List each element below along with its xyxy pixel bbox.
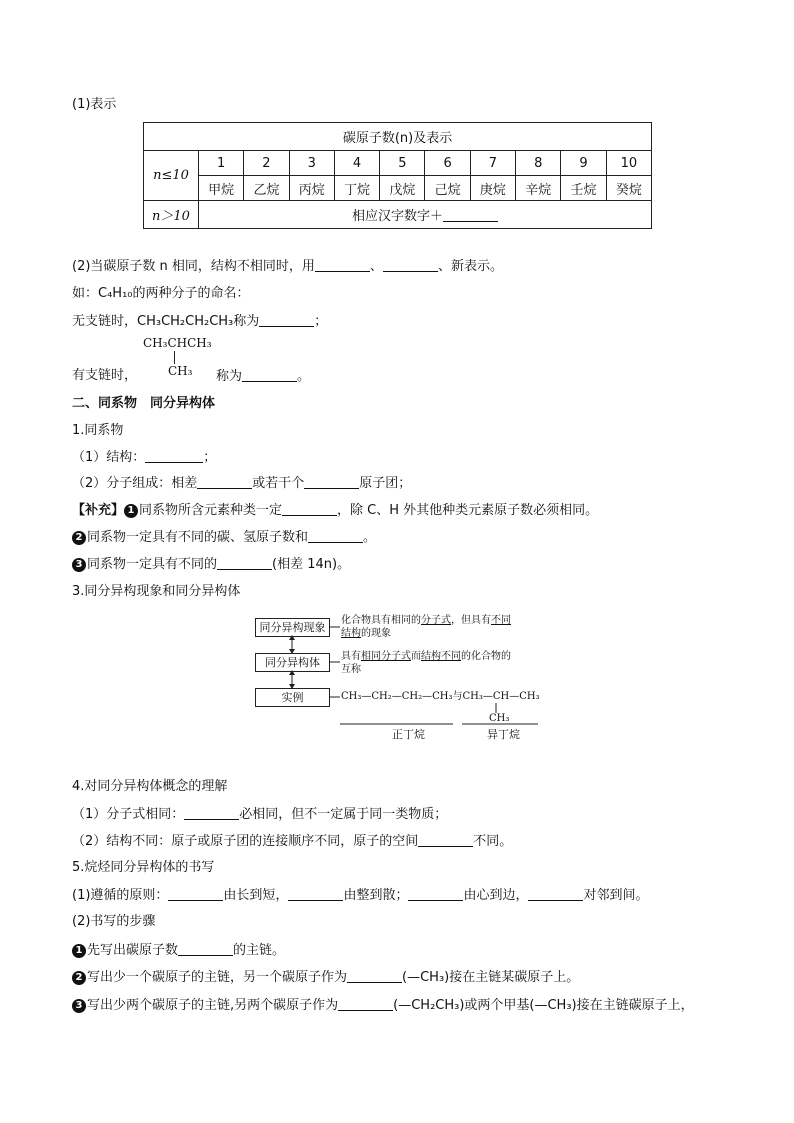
answer-blank[interactable]: [168, 886, 223, 901]
table-cell-name: 丙烷: [289, 176, 334, 201]
part4-title: 4.对同分异构体概念的理解: [72, 779, 228, 794]
text: ，但具有: [451, 615, 491, 626]
label-n-butane: 正丁烷: [392, 728, 425, 741]
text: 对邻到间。: [583, 888, 649, 903]
text: （1）结构：: [72, 450, 146, 465]
table-cell-name: 壬烷: [561, 176, 606, 201]
part5-title: 5.烷烃同分异构体的书写: [72, 860, 215, 875]
answer-blank[interactable]: [178, 941, 233, 956]
supplement-label: 【补充】: [72, 503, 125, 518]
text: 的化合物的: [461, 651, 511, 662]
section-title-representation: (1)表示: [72, 97, 117, 112]
text: 、: [369, 259, 383, 274]
text: 结构不同: [421, 651, 461, 662]
table-cell-name: 甲烷: [199, 176, 244, 201]
table-cell-number: 1: [199, 151, 244, 176]
bullet-number: 1: [72, 944, 86, 958]
text: 化合物具有相同的: [341, 615, 421, 626]
text: (—CH₃)接在主链某碳原子上。: [402, 970, 580, 985]
table-cell-number: 2: [244, 151, 289, 176]
part4-b: [72, 832, 512, 851]
text: 、新表示。: [437, 259, 503, 274]
bullet-number: 1: [124, 504, 138, 518]
text: (相差 14n)。: [272, 557, 351, 572]
text: 或若干个: [252, 476, 305, 491]
part2-title: 二、同系物 同分异构体: [72, 396, 216, 411]
answer-blank[interactable]: [528, 886, 583, 901]
text: （2）分子组成：相差: [72, 476, 198, 491]
text: 。: [363, 530, 377, 545]
answer-blank[interactable]: [288, 886, 343, 901]
table-cell-name: 乙烷: [244, 176, 289, 201]
answer-blank[interactable]: [338, 996, 393, 1011]
text: 由长到短，: [223, 888, 289, 903]
table-cell-name: 癸烷: [606, 176, 651, 201]
text: 原子团；: [359, 476, 412, 491]
isomer-definition: [341, 650, 511, 676]
text: 结构: [341, 628, 361, 639]
text: 有支链时，: [72, 368, 138, 383]
text: ，除 C、H 外其他种类元素原子数必须相同。: [337, 503, 599, 518]
text: (1)遵循的原则：: [72, 888, 169, 903]
text: 的主链。: [233, 943, 286, 958]
row-label-le10: n≤10: [144, 151, 199, 201]
table-cell-number: 9: [561, 151, 606, 176]
text: 分子式: [421, 615, 451, 626]
text: 称为: [216, 369, 243, 384]
bullet-number: 3: [72, 558, 86, 572]
text: 同系物一定具有不同的: [87, 557, 218, 572]
text: 互称: [341, 664, 361, 675]
text: 同系物一定具有不同的碳、氢原子数和: [87, 530, 309, 545]
text: 。: [297, 369, 311, 384]
homolog-title: 1.同系物: [72, 423, 124, 438]
table-cell-number: 10: [606, 151, 651, 176]
answer-blank[interactable]: [347, 968, 402, 983]
isomer-section-title: 3.同分异构现象和同分异构体: [72, 584, 241, 599]
text: 写出少一个碳原子的主链，另一个碳原子作为: [87, 970, 348, 985]
text: 无支链时，CH₃CH₂CH₂CH₃称为: [72, 314, 260, 329]
text: 的现象: [361, 628, 391, 639]
bullet-number: 3: [72, 999, 86, 1013]
text: ；: [314, 314, 328, 329]
table-cell-name: 辛烷: [516, 176, 561, 201]
text: 由整到散；: [343, 888, 409, 903]
table-header: 碳原子数(n)及表示: [144, 123, 652, 151]
table-cell-name: 己烷: [425, 176, 470, 201]
table-cell-name: 戊烷: [380, 176, 425, 201]
bullet-number: 2: [72, 531, 86, 545]
step-3: [72, 996, 694, 1015]
answer-blank[interactable]: [408, 886, 463, 901]
box-isomer: 同分异构体: [255, 653, 330, 672]
isobutane-formula-branch: CH₃: [168, 364, 193, 378]
text: （2）结构不同：原子或原子团的连接顺序不同，原子的空间: [72, 834, 419, 849]
answer-blank[interactable]: [418, 832, 473, 847]
box-example: 实例: [255, 688, 330, 707]
text: 必相同，但不一定属于同一类物质；: [239, 807, 448, 822]
table-cell-name: 庚烷: [470, 176, 515, 201]
para-example: 如：C₄H₁₀的两种分子的命名：: [72, 286, 250, 301]
table-cell-number: 6: [425, 151, 470, 176]
text: (—CH₂CH₃)或两个甲基(—CH₃)接在主链碳原子上，: [393, 998, 694, 1013]
text: 先写出碳原子数: [87, 943, 179, 958]
text: 而: [411, 651, 421, 662]
table-cell-number: 5: [380, 151, 425, 176]
part5-steps-title: (2)书写的步骤: [72, 914, 156, 929]
isobutane-formula-top: CH₃CHCH₃: [143, 336, 212, 350]
row-label-gt10: n＞10: [144, 201, 199, 229]
part5-principles: [72, 886, 648, 905]
box-isomerism: 同分异构现象: [255, 618, 330, 637]
part4-a: [72, 805, 447, 824]
table-cell-name: 丁烷: [334, 176, 379, 201]
table-cell-number: 3: [289, 151, 334, 176]
text: （1）分子式相同：: [72, 807, 185, 822]
text: 不同。: [473, 834, 513, 849]
bullet-number: 2: [72, 971, 86, 985]
gt10-text: 相应汉字数字＋: [352, 209, 444, 224]
text: 相同分子式: [361, 651, 411, 662]
text: 由心到边，: [463, 888, 529, 903]
label-isobutane: 异丁烷: [487, 728, 520, 741]
text: 不同: [491, 615, 511, 626]
step-2: [72, 968, 579, 987]
table-cell-number: 4: [334, 151, 379, 176]
butane-example: CH₃—CH₂—CH₂—CH₃与CH₃—CH—CH₃: [341, 691, 540, 702]
step-1: [72, 941, 285, 960]
isobutane-branch: CH₃: [489, 713, 510, 724]
answer-blank[interactable]: [184, 805, 239, 820]
text: (2)当碳原子数 n 相同，结构不相同时，用: [72, 259, 315, 274]
text: 具有: [341, 651, 361, 662]
table-cell-number: 7: [470, 151, 515, 176]
isomerism-definition: [341, 614, 511, 640]
text: 写出少两个碳原子的主链,另两个碳原子作为: [87, 998, 339, 1013]
text: ；: [203, 450, 217, 465]
table-cell-number: 8: [516, 151, 561, 176]
text: 同系物所含元素种类一定: [139, 503, 283, 518]
